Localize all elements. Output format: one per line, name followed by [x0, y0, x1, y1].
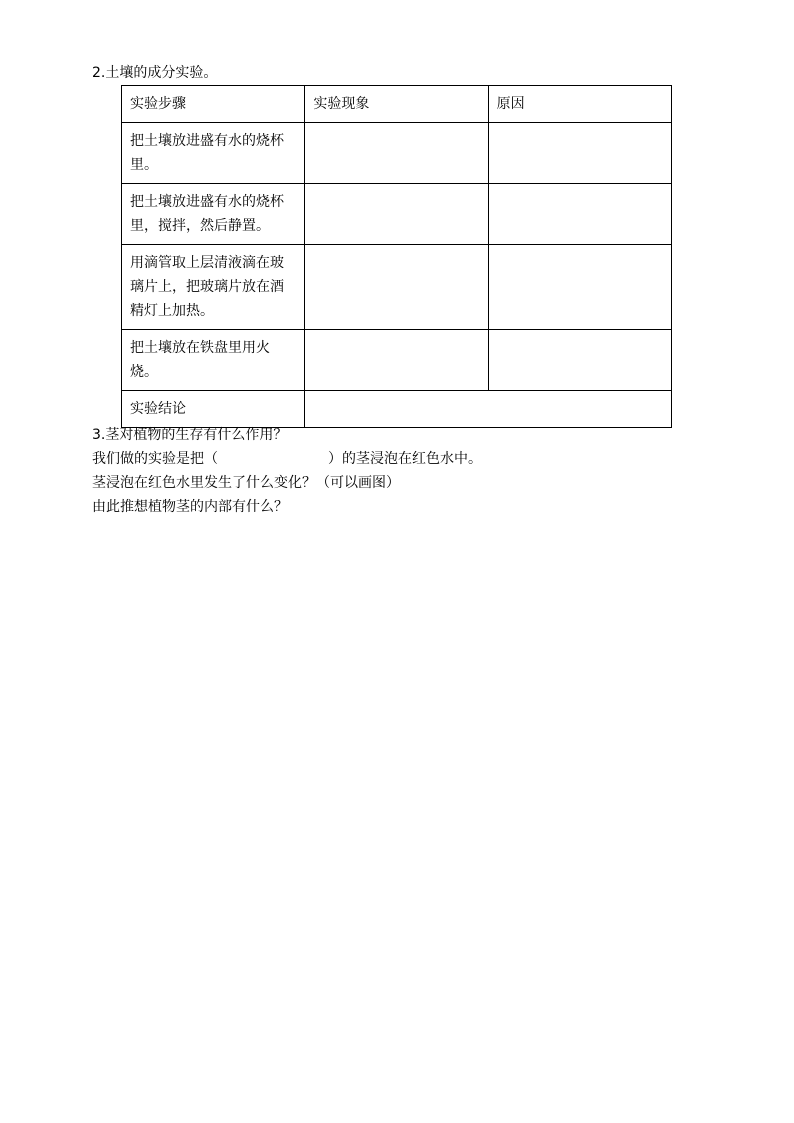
step-cell: 把土壤放进盛有水的烧杯里。: [122, 123, 305, 184]
phenomenon-cell[interactable]: [305, 184, 488, 245]
table-row: [122, 184, 672, 245]
header-reason: 原因: [488, 86, 671, 123]
question-3-line-experiment: [92, 450, 482, 468]
reason-cell[interactable]: [488, 330, 671, 391]
question-2-title: 2.土壤的成分实验。: [92, 65, 218, 81]
phenomenon-cell[interactable]: [305, 330, 488, 391]
table-row: [122, 330, 672, 391]
conclusion-label: 实验结论: [122, 391, 305, 428]
question-3-line-inference: 由此推想植物茎的内部有什么？: [92, 499, 288, 515]
phenomenon-cell[interactable]: [305, 123, 488, 184]
table-header-row: [122, 86, 672, 123]
header-step: 实验步骤: [122, 86, 305, 123]
step-cell: 把土壤放进盛有水的烧杯里，搅拌，然后静置。: [122, 184, 305, 245]
reason-cell[interactable]: [488, 123, 671, 184]
question-3-line-change: 茎浸泡在红色水里发生了什么变化？（可以画图）: [92, 475, 400, 491]
step-cell: 把土壤放在铁盘里用火烧。: [122, 330, 305, 391]
table-row: [122, 123, 672, 184]
question-3-title: 3.茎对植物的生存有什么作用？: [92, 427, 288, 443]
table-row: [122, 245, 672, 330]
reason-cell[interactable]: [488, 184, 671, 245]
conclusion-row: [122, 391, 672, 428]
conclusion-cell[interactable]: [305, 391, 672, 428]
reason-cell[interactable]: [488, 245, 671, 330]
header-phenomenon: 实验现象: [305, 86, 488, 123]
phenomenon-cell[interactable]: [305, 245, 488, 330]
experiment-text-before: 我们做的实验是把（: [92, 451, 218, 467]
step-cell: 用滴管取上层清液滴在玻璃片上，把玻璃片放在酒精灯上加热。: [122, 245, 305, 330]
soil-experiment-table: [121, 85, 672, 428]
experiment-text-after: ）的茎浸泡在红色水中。: [328, 451, 482, 467]
